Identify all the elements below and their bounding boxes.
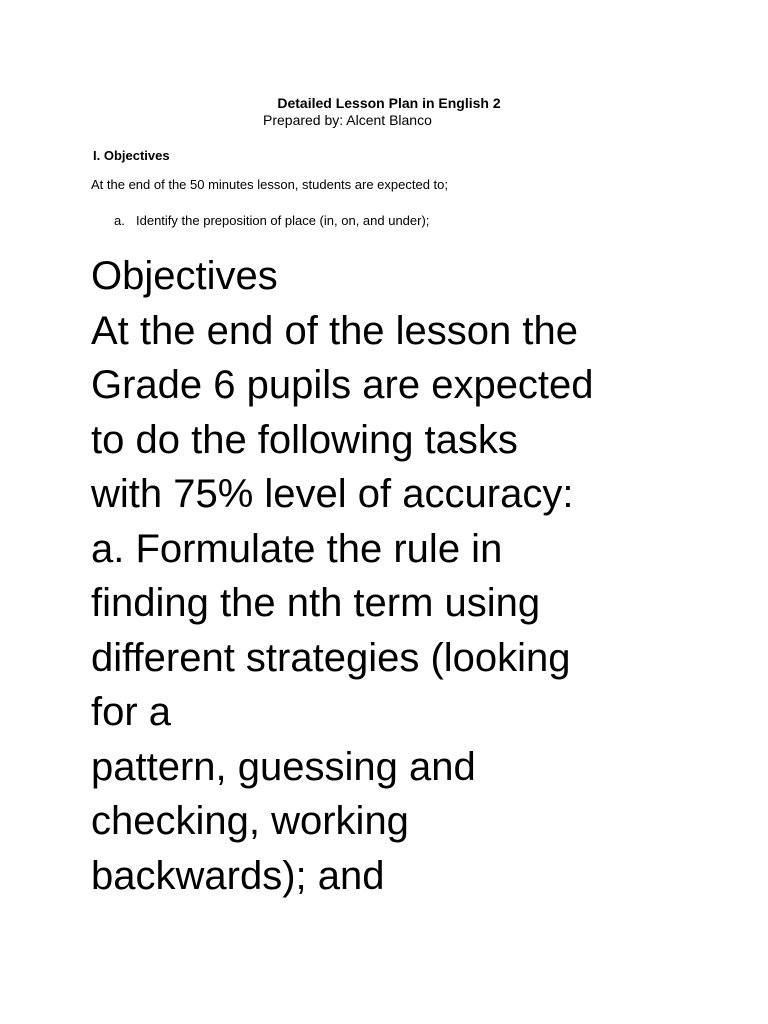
- large-text-line: Grade 6 pupils are expected: [91, 363, 594, 407]
- large-text-line: checking, working: [91, 799, 409, 843]
- large-text-line: finding the nth term using: [91, 581, 541, 625]
- large-text-line: with 75% level of accuracy:: [91, 472, 574, 516]
- large-text-line: Objectives: [91, 254, 278, 298]
- section-heading-objectives: I. Objectives: [93, 148, 170, 163]
- large-text-line: backwards); and: [91, 853, 385, 898]
- prepared-by: Prepared by: Alcent Blanco: [263, 112, 432, 128]
- document-title: Detailed Lesson Plan in English 2: [277, 95, 501, 111]
- list-marker: a.: [114, 213, 125, 228]
- large-text-line: different strategies (looking: [91, 635, 571, 680]
- list-item-text: Identify the preposition of place (in, on, and under);: [136, 213, 430, 228]
- objectives-intro: At the end of the 50 minutes lesson, students are expected to;: [91, 177, 449, 192]
- large-text-line: a. Formulate the rule in: [91, 526, 503, 571]
- large-text-line: for a: [91, 690, 172, 734]
- large-text-line: pattern, guessing and: [91, 744, 476, 789]
- large-text-line: At the end of the lesson the: [91, 308, 579, 353]
- large-objectives-text: [91, 249, 691, 903]
- large-text-line: to do the following tasks: [91, 417, 518, 462]
- list-item: [114, 213, 429, 229]
